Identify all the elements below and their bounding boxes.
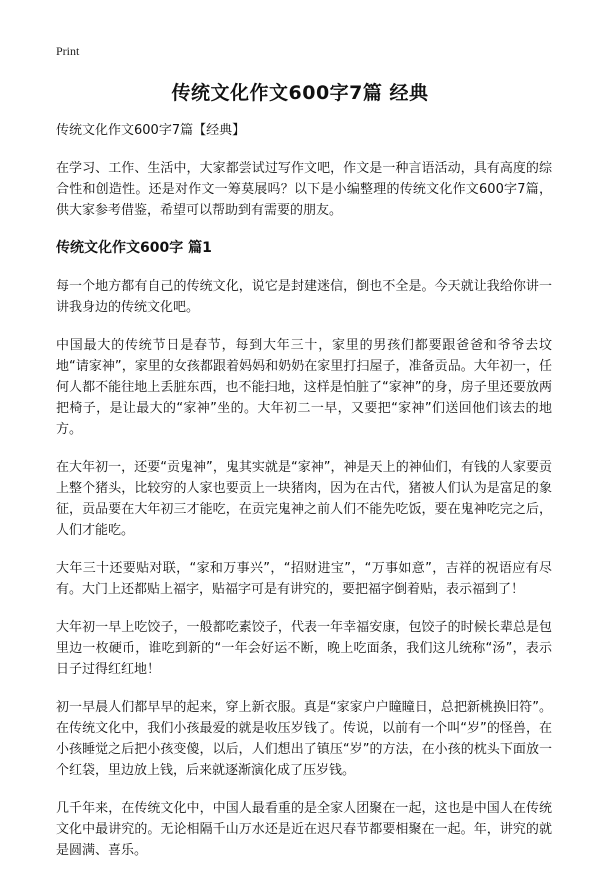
document-body [56, 120, 552, 878]
body-paragraph: 大年三十还要贴对联，“家和万事兴”，“招财进宝”，“万事如意”，吉祥的祝语应有尽有。大门上还都贴上福字，贴福字可是有讲究的，要把福字倒着贴，表示福到了！ [56, 561, 552, 597]
document-title: 传统文化作文600字7篇 经典 [171, 82, 429, 104]
body-paragraph: 大年初一早上吃饺子，一般都吃素饺子，代表一年幸福安康，包饺子的时候长辈总是包里边一枚硬币，谁吃到新的“一年会好运不断，晚上吃面条，我们这儿统称“汤”，表示日子过得红红地！ [56, 620, 552, 677]
document-subtitle: 传统文化作文600字7篇【经典】 [56, 123, 246, 138]
body-paragraph: 中国最大的传统节日是春节，每到大年三十，家里的男孩们都要跟爸爸和爷爷去坟地“请家神”，家里的女孩都跟着妈妈和奶奶在家里打扫屋子，准备贡品。大年初一，任何人都不能往地上丢脏东西，也不能扫地，这样是怕脏了“家神”的身，房子里还要放两把椅子，是让最大的“家神”坐的。大年初二一早，又要把“家神”们送回他们该去的地方。 [56, 338, 552, 437]
intro-paragraph: 在学习、工作、生活中，大家都尝试过写作文吧，作文是一种言语活动，具有高度的综合性和创造性。还是对作文一筹莫展吗？以下是小编整理的传统文化作文600字7篇，供大家参考借鉴，希望可以帮助到有需要的朋友。 [56, 161, 552, 218]
print-label: Print [56, 44, 80, 58]
body-paragraph: 在大年初一，还要“贡鬼神”，鬼其实就是“家神”，神是天上的神仙们，有钱的人家要贡上整个猪头，比较穷的人家也要贡上一块猪肉，因为在古代，猪被人们认为是富足的象征，贡品要在大年初三才能吃，在贡完鬼神之前人们不能先吃饭，要在鬼神吃完之后，人们才能吃。 [56, 460, 552, 538]
section-heading: 传统文化作文600字 篇1 [56, 240, 212, 256]
body-paragraph: 初一早晨人们都早早的起来，穿上新衣服。真是“家家户户瞳瞳日，总把新桃换旧符”。在传统文化中，我们小孩最爱的就是收压岁钱了。传说，以前有一个叫“岁”的怪兽，在小孩睡觉之后把小孩变傻，以后，人们想出了镇压“岁”的方法，在小孩的枕头下面放一个红袋，里边放上钱，后来就逐渐演化成了压岁钱。 [56, 700, 552, 778]
body-paragraph: 几千年来，在传统文化中，中国人最看重的是全家人团聚在一起，这也是中国人在传统文化中最讲究的。无论相隔千山万水还是近在迟尺春节都要相聚在一起。年，讲究的就是圆满、喜乐。 [56, 801, 552, 858]
body-paragraph: 每一个地方都有自己的传统文化，说它是封建迷信，倒也不全是。今天就让我给你讲一讲我身边的传统文化吧。 [56, 279, 552, 315]
